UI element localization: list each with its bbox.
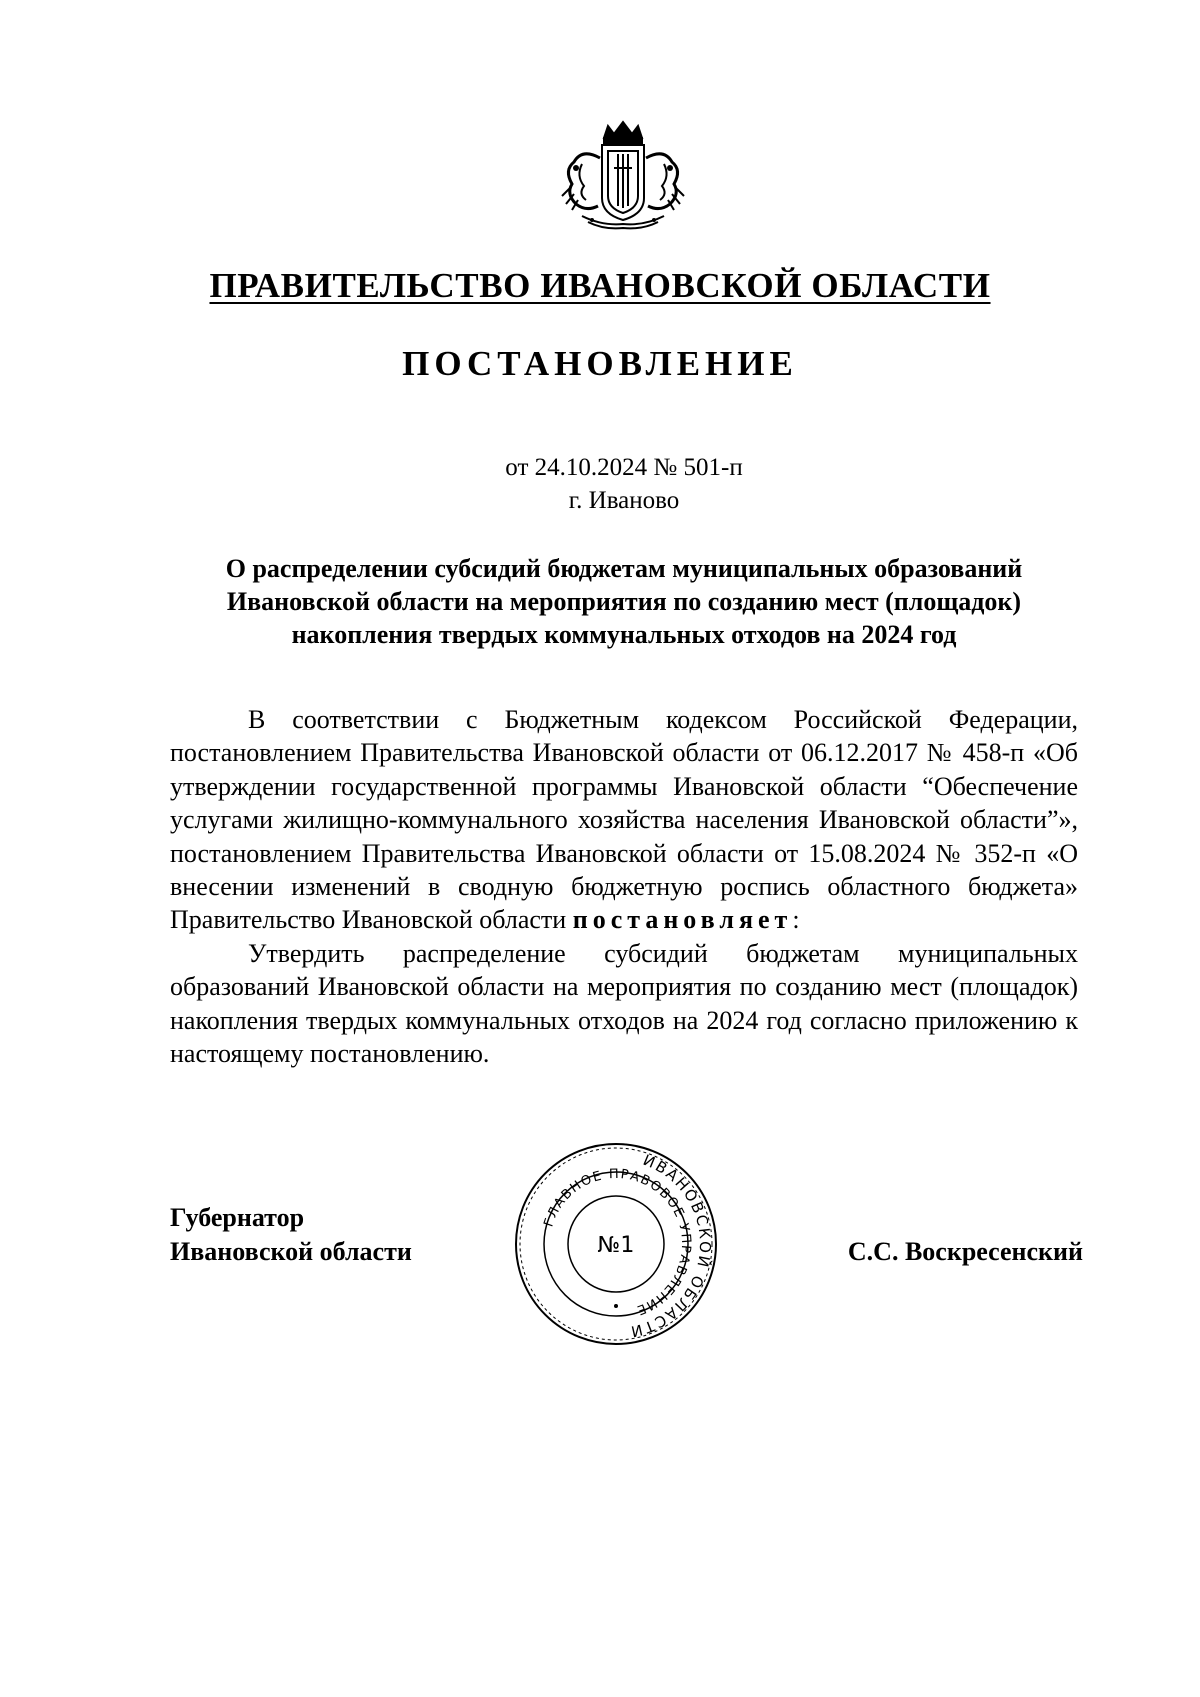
subject-line-3: накопления твердых коммунальных отходов на 2024 год [291,620,957,649]
subject-line-2: Ивановской области на мероприятия по созданию мест (площадок) [226,587,1022,616]
document-body [170,703,1078,1070]
government-title: ПРАВИТЕЛЬСТВО ИВАНОВСКОЙ ОБЛАСТИ [209,266,991,305]
position-line-1: Губернатор [170,1203,305,1232]
paragraph-1-end: : [792,905,800,935]
paragraph-1 [170,703,1078,937]
signatory-name: С.С. Воскресенский [847,1237,1083,1266]
stamp-inner-text: ГЛАВНОЕ ПРАВОВОЕ УПРАВЛЕНИЕ [541,1166,694,1318]
date-number: от 24.10.2024 № 501-п [505,454,743,481]
stamp-center-text: №1 [597,1233,635,1258]
decree-word: постановляет [572,905,793,935]
document-subject [170,552,1078,651]
official-stamp [512,1140,720,1348]
paragraph-1-text: В соответствии с Бюджетным кодексом Российской Федерации, постановлением Правительства Ивановской области от 06.12.2017 № 458-п «Об утверждении государственной программы Ивановской области “Обеспечение услугами жилищно-коммунального хозяйства населения Ивановской области”», постановлением Правительства Ивановской области от 15.08.2024 № 352-п «О внесении изменений в сводную бюджетную роспись областного бюджета» Правительство Ивановской области [170,705,1078,935]
stamp-outer-text: ИВАНОВСКОЙ ОБЛАСТИ [627,1150,715,1341]
document-type: ПОСТАНОВЛЕНИЕ [402,344,798,383]
coat-of-arms-icon [552,118,694,232]
paragraph-2: Утвердить распределение субсидий бюджетам муниципальных образований Ивановской области на мероприятия по созданию мест (площадок) накопления твердых коммунальных отходов на 2024 год согласно приложению к настоящему постановлению. [170,938,1078,1069]
position-line-2: Ивановской области [170,1237,412,1266]
city: г. Иваново [568,487,680,514]
subject-line-1: О распределении субсидий бюджетам муниципальных образований [225,554,1023,583]
signatory-position [170,1201,412,1269]
